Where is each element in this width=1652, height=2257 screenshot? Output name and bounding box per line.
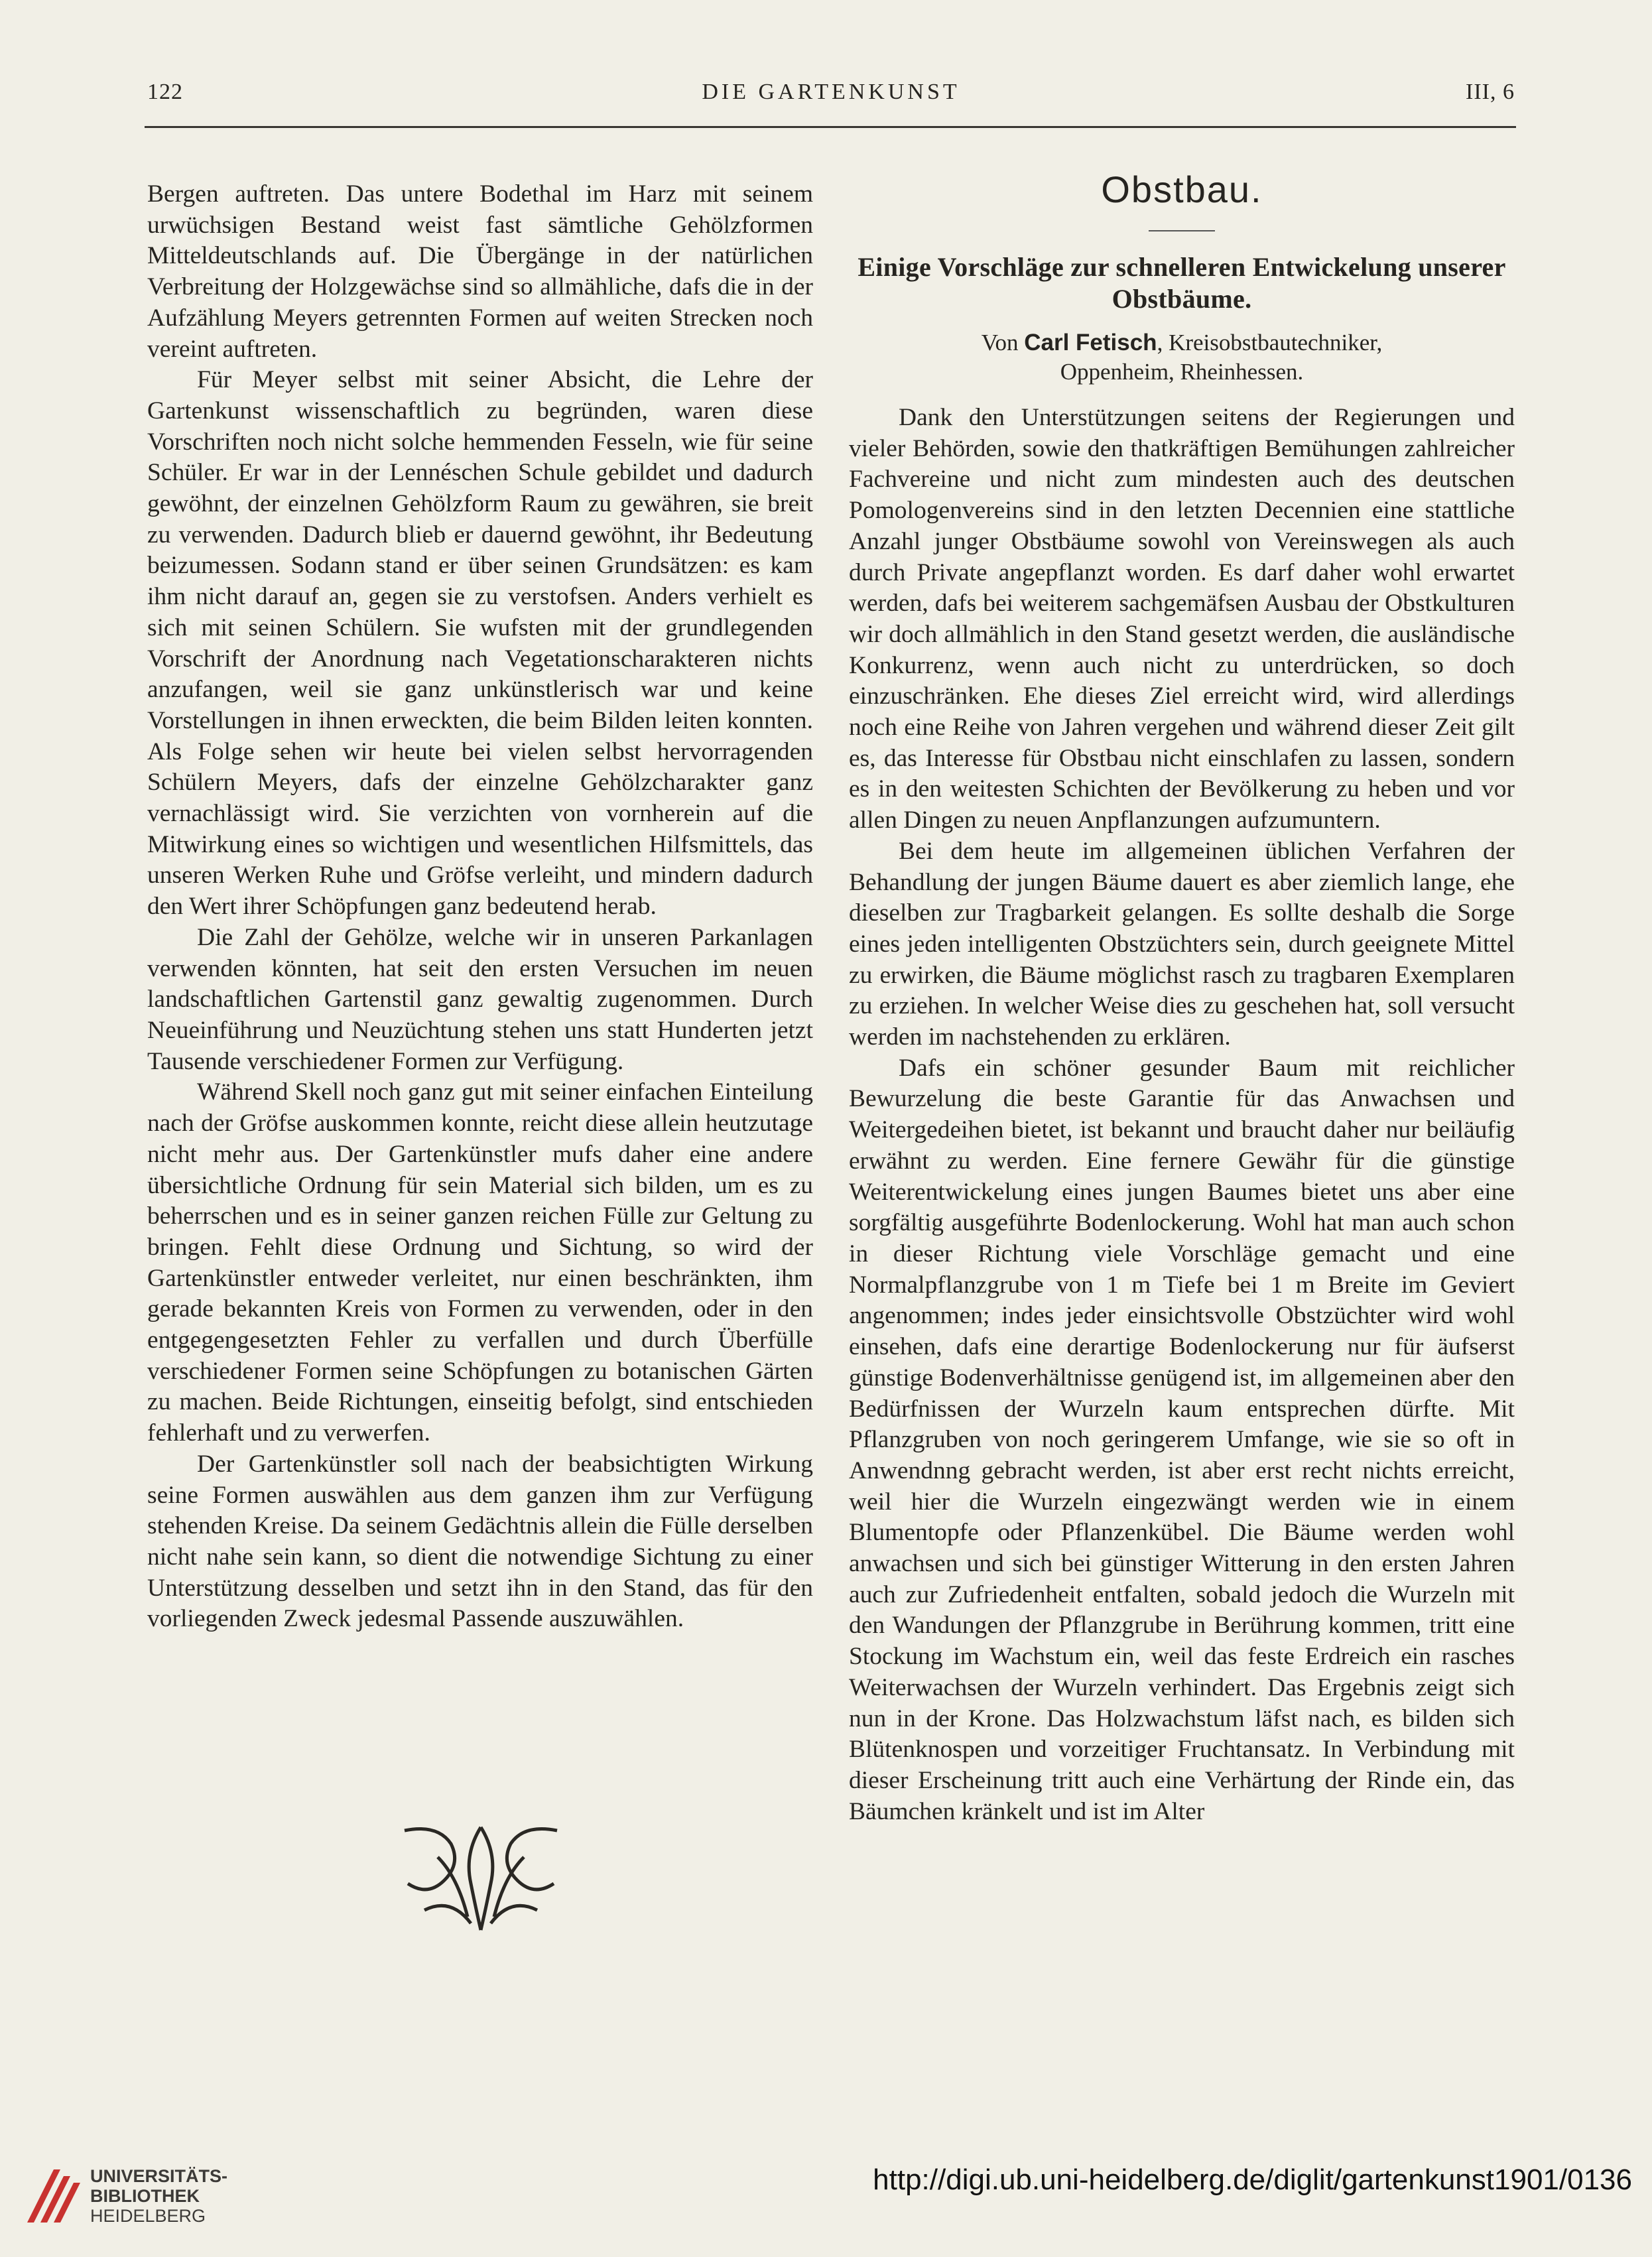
running-header: [147, 80, 1515, 119]
author-place: Oppenheim, Rheinhessen.: [1060, 359, 1304, 385]
journal-title: DIE GARTENKUNST: [702, 80, 960, 104]
paragraph: Bei dem heute im allgemeinen üblichen Verfahren der Behandlung der jungen Bäume dauert es aber ziemlich lange, ehe dieselben zur Tragbarkeit gelangen. Es sollte deshalb die Sorge eines jeden intelligenten Obstzüchters sein, durch geeignete Mittel zu erwirken, die Bäume möglichst rasch zu tragbaren Exemplaren zu erziehen. In welcher Weise dies zu geschehen hat, soll versucht werden im nachstehenden zu erklären.: [849, 837, 1515, 1051]
volume-issue: III, 6: [1466, 80, 1515, 104]
paragraph: Dank den Unterstützungen seitens der Regierungen und vieler Behörden, sowie den thatkräftigen Bemühungen zahlreicher Fachvereine und nicht zum mindesten auch des deutschen Pomologenvereins sind in den letzten Decennien eine stattliche Anzahl junger Obstbäume sowohl von Vereinswegen als auch durch Private angepflanzt worden. Es darf daher wohl erwartet werden, dafs bei weiterem sachgemäfsen Ausbau der Obstkulturen wir doch allmählich in den Stand gesetzt werden, die ausländische Konkurrenz, wenn auch nicht zu unterdrücken, so doch einzuschränken. Ehe dieses Ziel erreicht wird, wird allerdings noch eine Reihe von Jahren vergehen und während dieser Zeit gilt es, das Interesse für Obstbau nicht einschlafen zu lassen, sondern es in den weitesten Schichten der Bevölkerung zu heben und vor allen Dingen zu neuen Anpflanzungen aufzumuntern.: [849, 404, 1515, 834]
floral-ornament-icon: [398, 1817, 564, 1937]
paragraph: Dafs ein schöner gesunder Baum mit reichlicher Bewurzelung die beste Garantie für das Anwachsen und Weitergedeihen bietet, ist bekannt und braucht daher nur beiläufig erwähnt zu werden. Eine fernere Gewähr für die günstige Weiterentwickelung eines jungen Baumes bietet uns aber eine sorgfältig ausgeführte Bodenlockerung. Wohl hat man auch schon in dieser Richtung viele Vorschläge gemacht und eine Normalpflanzgrube von 1 m Tiefe bei 1 m Breite im Geviert angenommen; indes jeder einsichtsvolle Obstzüchter wird wohl einsehen, dafs eine derartige Bodenlockerung nur für äufserst günstige Bodenverhältnisse genügend ist, im allgemeinen aber den Bedürfnissen der Wurzeln kaum entsprechen dürfte. Mit Pflanzgruben von noch geringerem Umfange, wie sie so oft in Anwendnng gebracht werden, ist aber erst recht nichts erreicht, weil hier die Wurzeln eingezwängt werden wie in einem Blumentopfe oder Pflanzenkübel. Die Bäume werden wohl anwachsen und sich bei günstiger Witterung in den ersten Jahren auch zur Zufriedenheit entfalten, sobald jedoch die Wurzeln mit den Wandungen der Pflanzgrube in Berührung kommen, tritt eine Stockung im Wachstum ein, weil das feste Erdreich ein rasches Weiterwachsen der Wurzeln verhindert. Das Ergebnis zeigt sich nun in der Krone. Das Holzwachstum läfst nach, es bilden sich Blütenknospen und vorzeitiger Fruchtansatz. In Verbindung mit dieser Erscheinung tritt auch eine Verhärtung der Rinde ein, das Bäumchen kränkelt und ist im Alter: [849, 1054, 1515, 1825]
author-role: , Kreisobstbautechniker,: [1157, 330, 1383, 355]
library-name-line: HEIDELBERG: [90, 2206, 206, 2226]
title-rule: [1149, 230, 1215, 231]
source-url-link[interactable]: http://digi.ub.uni-heidelberg.de/diglit/gartenkunst1901/0136: [873, 2163, 1632, 2196]
left-column: [147, 179, 813, 1635]
paragraph: Während Skell noch ganz gut mit seiner einfachen Einteilung nach der Gröfse auskommen konnte, reicht diese allein heutzutage nicht mehr aus. Der Gartenkünstler mufs daher eine andere übersichtliche Ordnung für sein Material sich bilden, um es zu beherrschen und es in seiner ganzen reichen Fülle zur Geltung zu bringen. Fehlt diese Ordnung und Sichtung, so wird der Gartenkünstler entweder verleitet, nur einen beschränkten, ihm gerade bekannten Kreis von Formen zu verwenden, oder in den entgegengesetzten Fehler zu verfallen und durch Überfülle verschiedener Formen seine Schöpfungen zu botanischen Gärten zu machen. Beide Richtungen, einseitig befolgt, sind entschieden fehlerhaft und zu verwerfen.: [147, 1078, 813, 1447]
library-name-line: UNIVERSITÄTS-: [90, 2166, 228, 2186]
library-name-line: BIBLIOTHEK: [90, 2186, 200, 2206]
author-name: Carl Fetisch: [1024, 330, 1157, 355]
article-title: Einige Vorschläge zur schnelleren Entwickelung unserer Obstbäume.: [858, 252, 1506, 314]
paragraph: Der Gartenkünstler soll nach der beabsichtigten Wirkung seine Formen auswählen aus dem ganzen ihm zur Verfügung stehenden Kreise. Da seinem Gedächtnis allein die Fülle derselben nicht nahe sein kann, so dient die notwendige Sichtung zu einer Unterstützung desselben und setzt ihn in den Stand, das für den vorliegenden Zweck jedesmal Passende auszuwählen.: [147, 1450, 813, 1633]
right-column: [849, 162, 1515, 1827]
page-number: 122: [147, 80, 183, 104]
paragraph: Die Zahl der Gehölze, welche wir in unseren Parkanlagen verwenden könnten, hat seit den ersten Versuchen im neuen landschaftlichen Gartenstil ganz gewaltig zugenommen. Durch Neueinführung und Neuzüchtung stehen uns statt Hunderten jetzt Tausende verschiedener Formen zur Verfügung.: [147, 923, 813, 1075]
byline: [849, 328, 1515, 387]
library-emblem-icon: [24, 2160, 84, 2232]
library-name: [90, 2166, 227, 2226]
paragraph: Bergen auftreten. Das untere Bodethal im Harz mit seinem urwüchsigen Bestand weist fast sämtliche Gehölzformen Mitteldeutschlands auf. Die Übergänge in der natürlichen Verbreitung der Holzgewächse sind so allmähliche, dafs die in der Aufzählung Meyers getrennten Formen auf weiten Strecken noch vereint auftreten.: [147, 180, 813, 363]
library-logo[interactable]: [17, 2156, 309, 2242]
paragraph: Für Meyer selbst mit seiner Absicht, die Lehre der Gartenkunst wissenschaftlich zu begründen, waren diese Vorschriften noch nicht solche hemmenden Fesseln, wie für seine Schüler. Er war in der Lennéschen Schule gebildet und dadurch gewöhnt, der einzelnen Gehölzform Raum zu gewähren, sie breit zu verwenden. Dadurch blieb er dauernd gewöhnt, ihr Bedeutung beizumessen. Sodann stand er über seinen Grundsätzen: es kam ihm nicht darauf an, gegen sie zu verstofsen. Anders verhielt es sich mit seinen Schülern. Sie wufsten mit der grundlegenden Vorschrift der Anordnung nach Vegetationscharakteren nichts anzufangen, weil sie ganz unkünstlerisch war und keine Vorstellungen in ihnen erweckten, die beim Bilden leiten konnten. Als Folge sehen wir heute bei vielen selbst hervorragenden Schülern Meyers, dafs der einzelne Gehölzcharakter ganz vernachlässigt wird. Sie verzichten von vornherein auf die Mitwirkung eines so wichtigen und wesentlichen Hilfsmittels, das unseren Werken Ruhe und Gröfse verleiht, und mindern dadurch den Wert ihrer Schöpfungen ganz bedeutend herab.: [147, 366, 813, 921]
section-title: Obstbau.: [1101, 168, 1263, 210]
byline-prefix: Von: [981, 330, 1019, 355]
header-rule: [145, 126, 1516, 128]
